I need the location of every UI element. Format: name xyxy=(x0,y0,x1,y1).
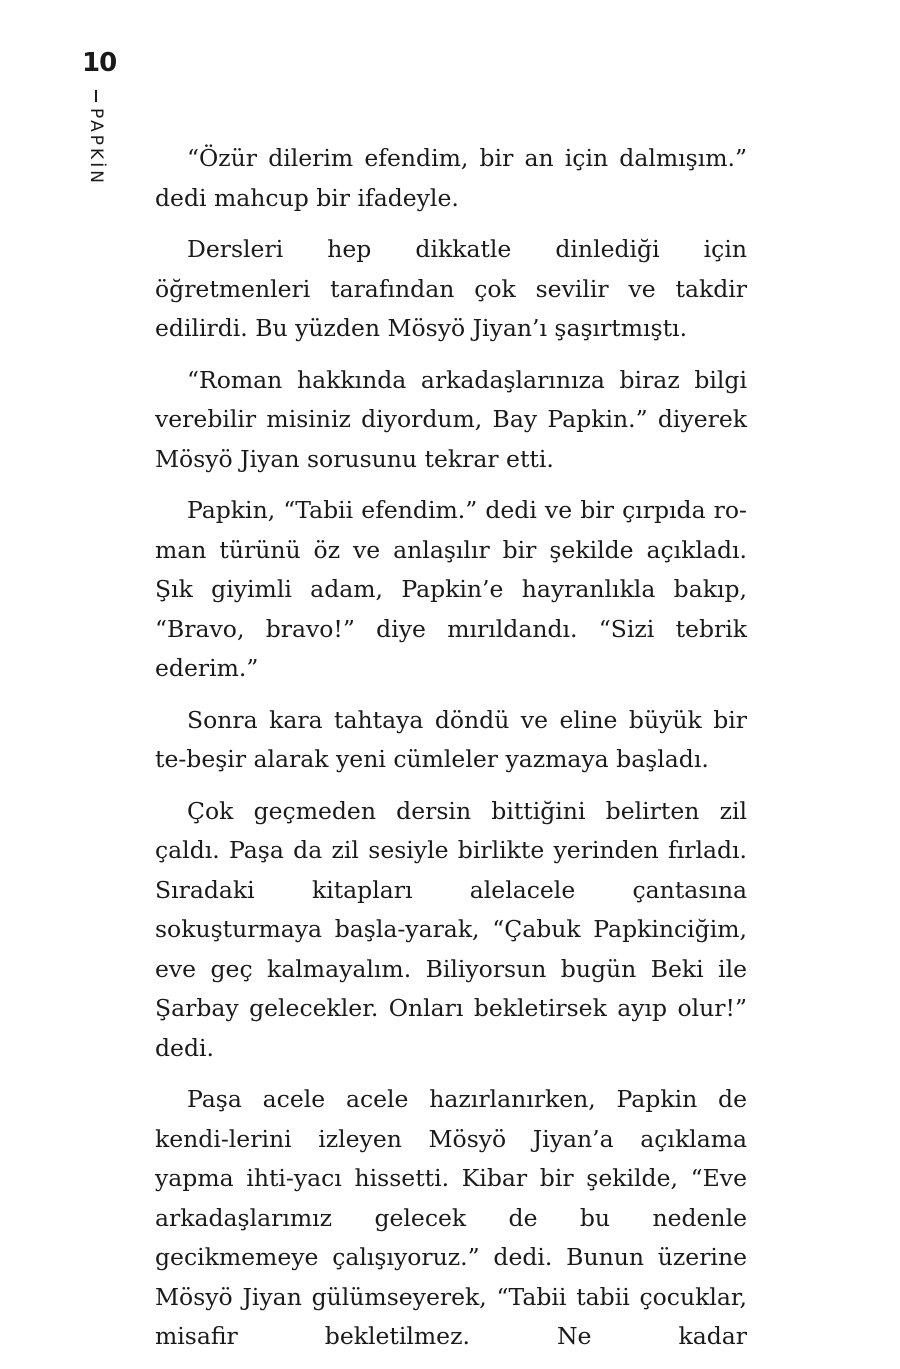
paragraph: “Özür dilerim efendim, bir an için dalmışım.” dedi mahcup bir ifadeyle. xyxy=(155,144,747,212)
page-number: 10 xyxy=(82,48,117,78)
paragraph: “Roman hakkında arkadaşlarınıza biraz bilgi verebilir misiniz diyordum, Bay Papkin.” diyerek Mösyö Jiyan sorusunu tekrar etti. xyxy=(155,365,747,473)
paragraph: Çok geçmeden dersin bittiğini belirten zil çaldı. Paşa da zil sesiyle birlikte yerinden fırladı. Sıradaki kitapları alelacele çantasına sokuşturmaya başla-yarak, “Çabuk Papkinciğim, eve geç kalmayalım. Biliyorsun bugün Beki ile Şarbay gelecekler. Onları bekletirsek ayıp olur!” dedi. xyxy=(155,796,747,1062)
paragraph: Sonra kara tahtaya döndü ve eline büyük bir te-beşir alarak yeni cümleler yazmaya başladı. xyxy=(155,705,747,773)
body-text xyxy=(155,139,747,1369)
paragraph: Paşa acele acele hazırlanırken, Papkin de kendi-lerini izleyen Mösyö Jiyan’a açıklama yapma ihti-yacı hissetti. Kibar bir şekilde, “Eve arkadaşlarımız gelecek de bu nedenle gecikmemeye çalışıyoruz.” dedi. Bunun üzerine Mösyö Jiyan gülümseyerek, “Tabii tabii çocuklar, misafir bekletilmez. Ne kadar xyxy=(155,1085,747,1350)
running-head xyxy=(83,90,109,185)
running-head-divider xyxy=(95,90,97,102)
paragraph: Dersleri hep dikkatle dinlediği için öğretmenleri tarafından çok sevilir ve takdir edilirdi. Bu yüzden Mösyö Jiyan’ı şaşırtmıştı. xyxy=(155,235,747,342)
running-head-title: PAPKİN xyxy=(86,108,106,186)
paragraph: Papkin, “Tabii efendim.” dedi ve bir çırpıda ro-man türünü öz ve anlaşılır bir şekilde açıkladı. Şık giyimli adam, Papkin’e hayranlıkla bakıp, “Bravo, bravo!” diye mırıldandı. “Sizi tebrik ederim.” xyxy=(155,496,747,682)
